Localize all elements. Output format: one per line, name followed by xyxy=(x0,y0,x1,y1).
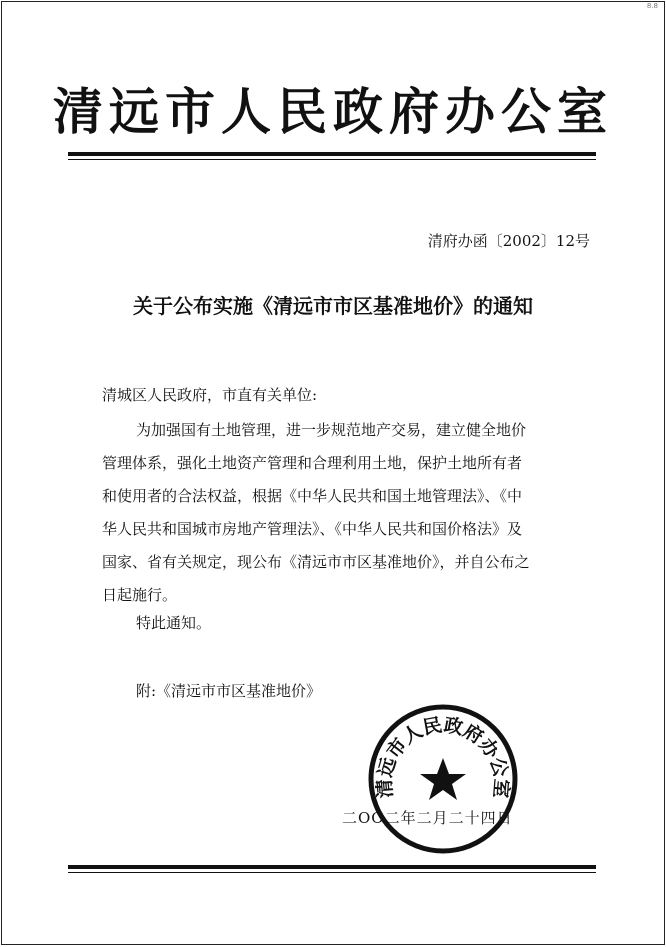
document-page xyxy=(1,1,665,945)
body-line: 国家、省有关规定，现公布《清远市市区基准地价》，并自公布之 xyxy=(102,553,530,571)
closing-remark: 特此通知。 xyxy=(136,614,212,632)
body-line: 日起施行。 xyxy=(102,586,178,604)
body-line: 和使用者的合法权益，根据《中华人民共和国土地管理法》、《中 xyxy=(102,487,523,505)
seal-star xyxy=(420,758,466,800)
seal-text: 清远市人民政府办公室 xyxy=(373,714,513,799)
header-rule-thick xyxy=(68,152,596,156)
header-rule-thin xyxy=(68,159,596,160)
body-line: 管理体系，强化土地资产管理和合理利用土地，保护土地所有者 xyxy=(102,454,523,472)
body-text xyxy=(102,420,592,618)
addressee: 清城区人民政府，市直有关单位: xyxy=(102,386,318,404)
footer-rule-thin xyxy=(68,872,596,873)
notice-title: 关于公布实施《清远市市区基准地价》的通知 xyxy=(133,294,533,318)
letterhead-title: 清远市人民政府办公室 xyxy=(53,83,613,141)
official-seal-icon xyxy=(366,702,520,856)
footer-rule-thick xyxy=(68,865,596,869)
body-line: 华人民共和国城市房地产管理法》、《中华人民共和国价格法》及 xyxy=(102,520,523,538)
document-number: 清府办函〔2002〕12号 xyxy=(427,232,590,250)
issue-date: 二OO二年二月二十四日 xyxy=(342,809,513,827)
body-line: 为加强国有土地管理，进一步规范地产交易，建立健全地价 xyxy=(136,421,527,439)
attachment-note: 附:《清远市市区基准地价》 xyxy=(136,682,322,700)
corner-mark: 8.8 xyxy=(646,2,658,10)
